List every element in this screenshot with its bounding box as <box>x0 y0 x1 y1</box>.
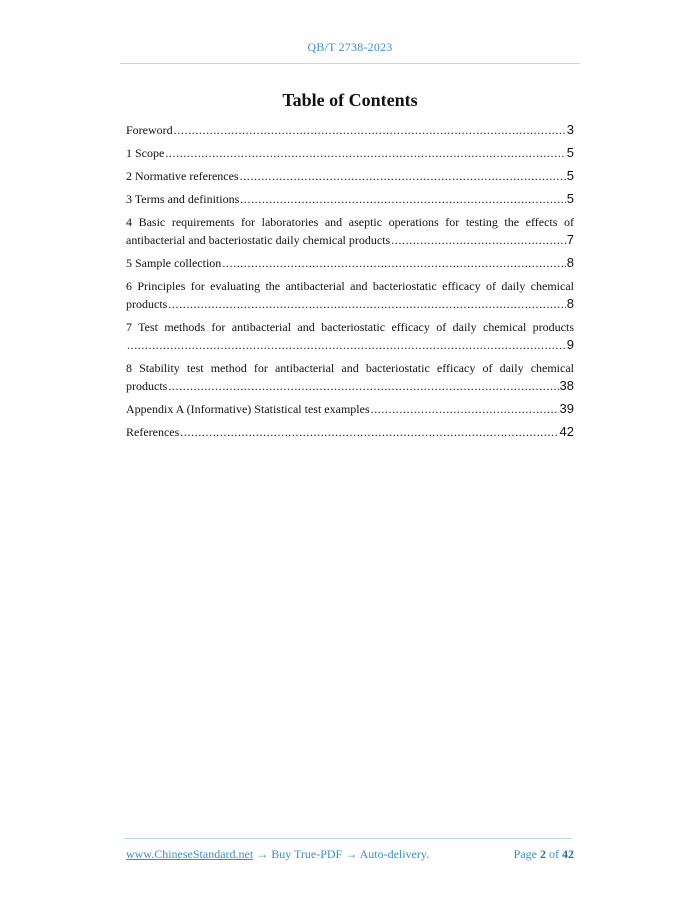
dot-leader <box>222 254 565 272</box>
toc-entry-normative-references[interactable] <box>126 167 574 185</box>
toc-entry-basic-requirements[interactable] <box>126 213 574 249</box>
toc-page-number: 3 <box>566 122 574 137</box>
toc-entry-text: 8 Stability test method for antibacterial and bacteriostatic efficacy of daily chemical <box>126 361 574 375</box>
toc-entry-text: 7 Test methods for antibacterial and bacteriostatic efficacy of daily chemical products <box>126 320 574 334</box>
footer-tagline: → Buy True-PDF → Auto-delivery. <box>253 847 430 861</box>
toc-entry-terms-and-definitions[interactable] <box>126 190 574 208</box>
toc-entry-text: 4 Basic requirements for laboratories and aseptic operations for testing the effects of <box>126 215 574 229</box>
dot-leader <box>174 121 566 139</box>
header-divider <box>120 63 580 64</box>
dot-leader <box>165 144 565 162</box>
toc-entry-text: 3 Terms and definitions <box>126 192 240 206</box>
toc-title: Table of Contents <box>282 90 418 110</box>
dot-leader <box>371 400 559 418</box>
toc-entry-text: 5 Sample collection <box>126 256 222 270</box>
toc-entry-test-methods[interactable] <box>126 318 574 354</box>
toc-page-number: 8 <box>566 296 574 311</box>
toc-entry-text-continued: antibacterial and bacteriostatic daily chemical products <box>126 233 391 247</box>
toc-entry-references[interactable] <box>126 423 574 441</box>
table-of-contents <box>126 121 574 446</box>
toc-entry-evaluation-principles[interactable] <box>126 277 574 313</box>
toc-entry-foreword[interactable] <box>126 121 574 139</box>
toc-page-number: 7 <box>566 232 574 247</box>
dot-leader <box>391 231 566 249</box>
toc-entry-text: 2 Normative references <box>126 169 239 183</box>
toc-entry-text: Appendix A (Informative) Statistical test examples <box>126 402 370 416</box>
dot-leader <box>180 423 558 441</box>
toc-page-number: 5 <box>566 191 574 206</box>
toc-entry-sample-collection[interactable] <box>126 254 574 272</box>
toc-entry-stability-test[interactable] <box>126 359 574 395</box>
toc-entry-appendix-a[interactable] <box>126 400 574 418</box>
footer-promo <box>126 847 429 862</box>
toc-page-number: 5 <box>566 145 574 160</box>
toc-entry-text: Foreword <box>126 123 173 137</box>
site-link[interactable]: www.ChineseStandard.net <box>126 847 254 861</box>
toc-entry-text-continued: products <box>126 379 168 393</box>
footer-divider <box>124 838 572 839</box>
dot-leader <box>168 295 565 313</box>
dot-leader <box>127 336 566 354</box>
toc-page-number: 38 <box>559 378 574 393</box>
current-page-number: 2 <box>540 847 546 861</box>
toc-page-number: 9 <box>566 337 574 352</box>
page-label: Page <box>513 847 537 861</box>
of-label: of <box>549 847 559 861</box>
toc-entry-text: 6 Principles for evaluating the antibacterial and bacteriostatic efficacy of daily chemical <box>126 279 574 293</box>
toc-entry-scope[interactable] <box>126 144 574 162</box>
total-pages-number: 42 <box>562 847 574 861</box>
page-footer <box>126 847 574 862</box>
dot-leader <box>240 167 566 185</box>
document-code-header: QB/T 2738-2023 <box>307 40 393 54</box>
dot-leader <box>168 377 558 395</box>
toc-entry-text-continued: products <box>126 297 168 311</box>
dot-leader <box>240 190 566 208</box>
toc-page-number: 8 <box>566 255 574 270</box>
toc-page-number: 5 <box>566 168 574 183</box>
toc-page-number: 39 <box>559 401 574 416</box>
toc-entry-text: 1 Scope <box>126 146 165 160</box>
toc-page-number: 42 <box>559 424 574 439</box>
toc-entry-text: References <box>126 425 180 439</box>
page-indicator <box>514 847 574 862</box>
